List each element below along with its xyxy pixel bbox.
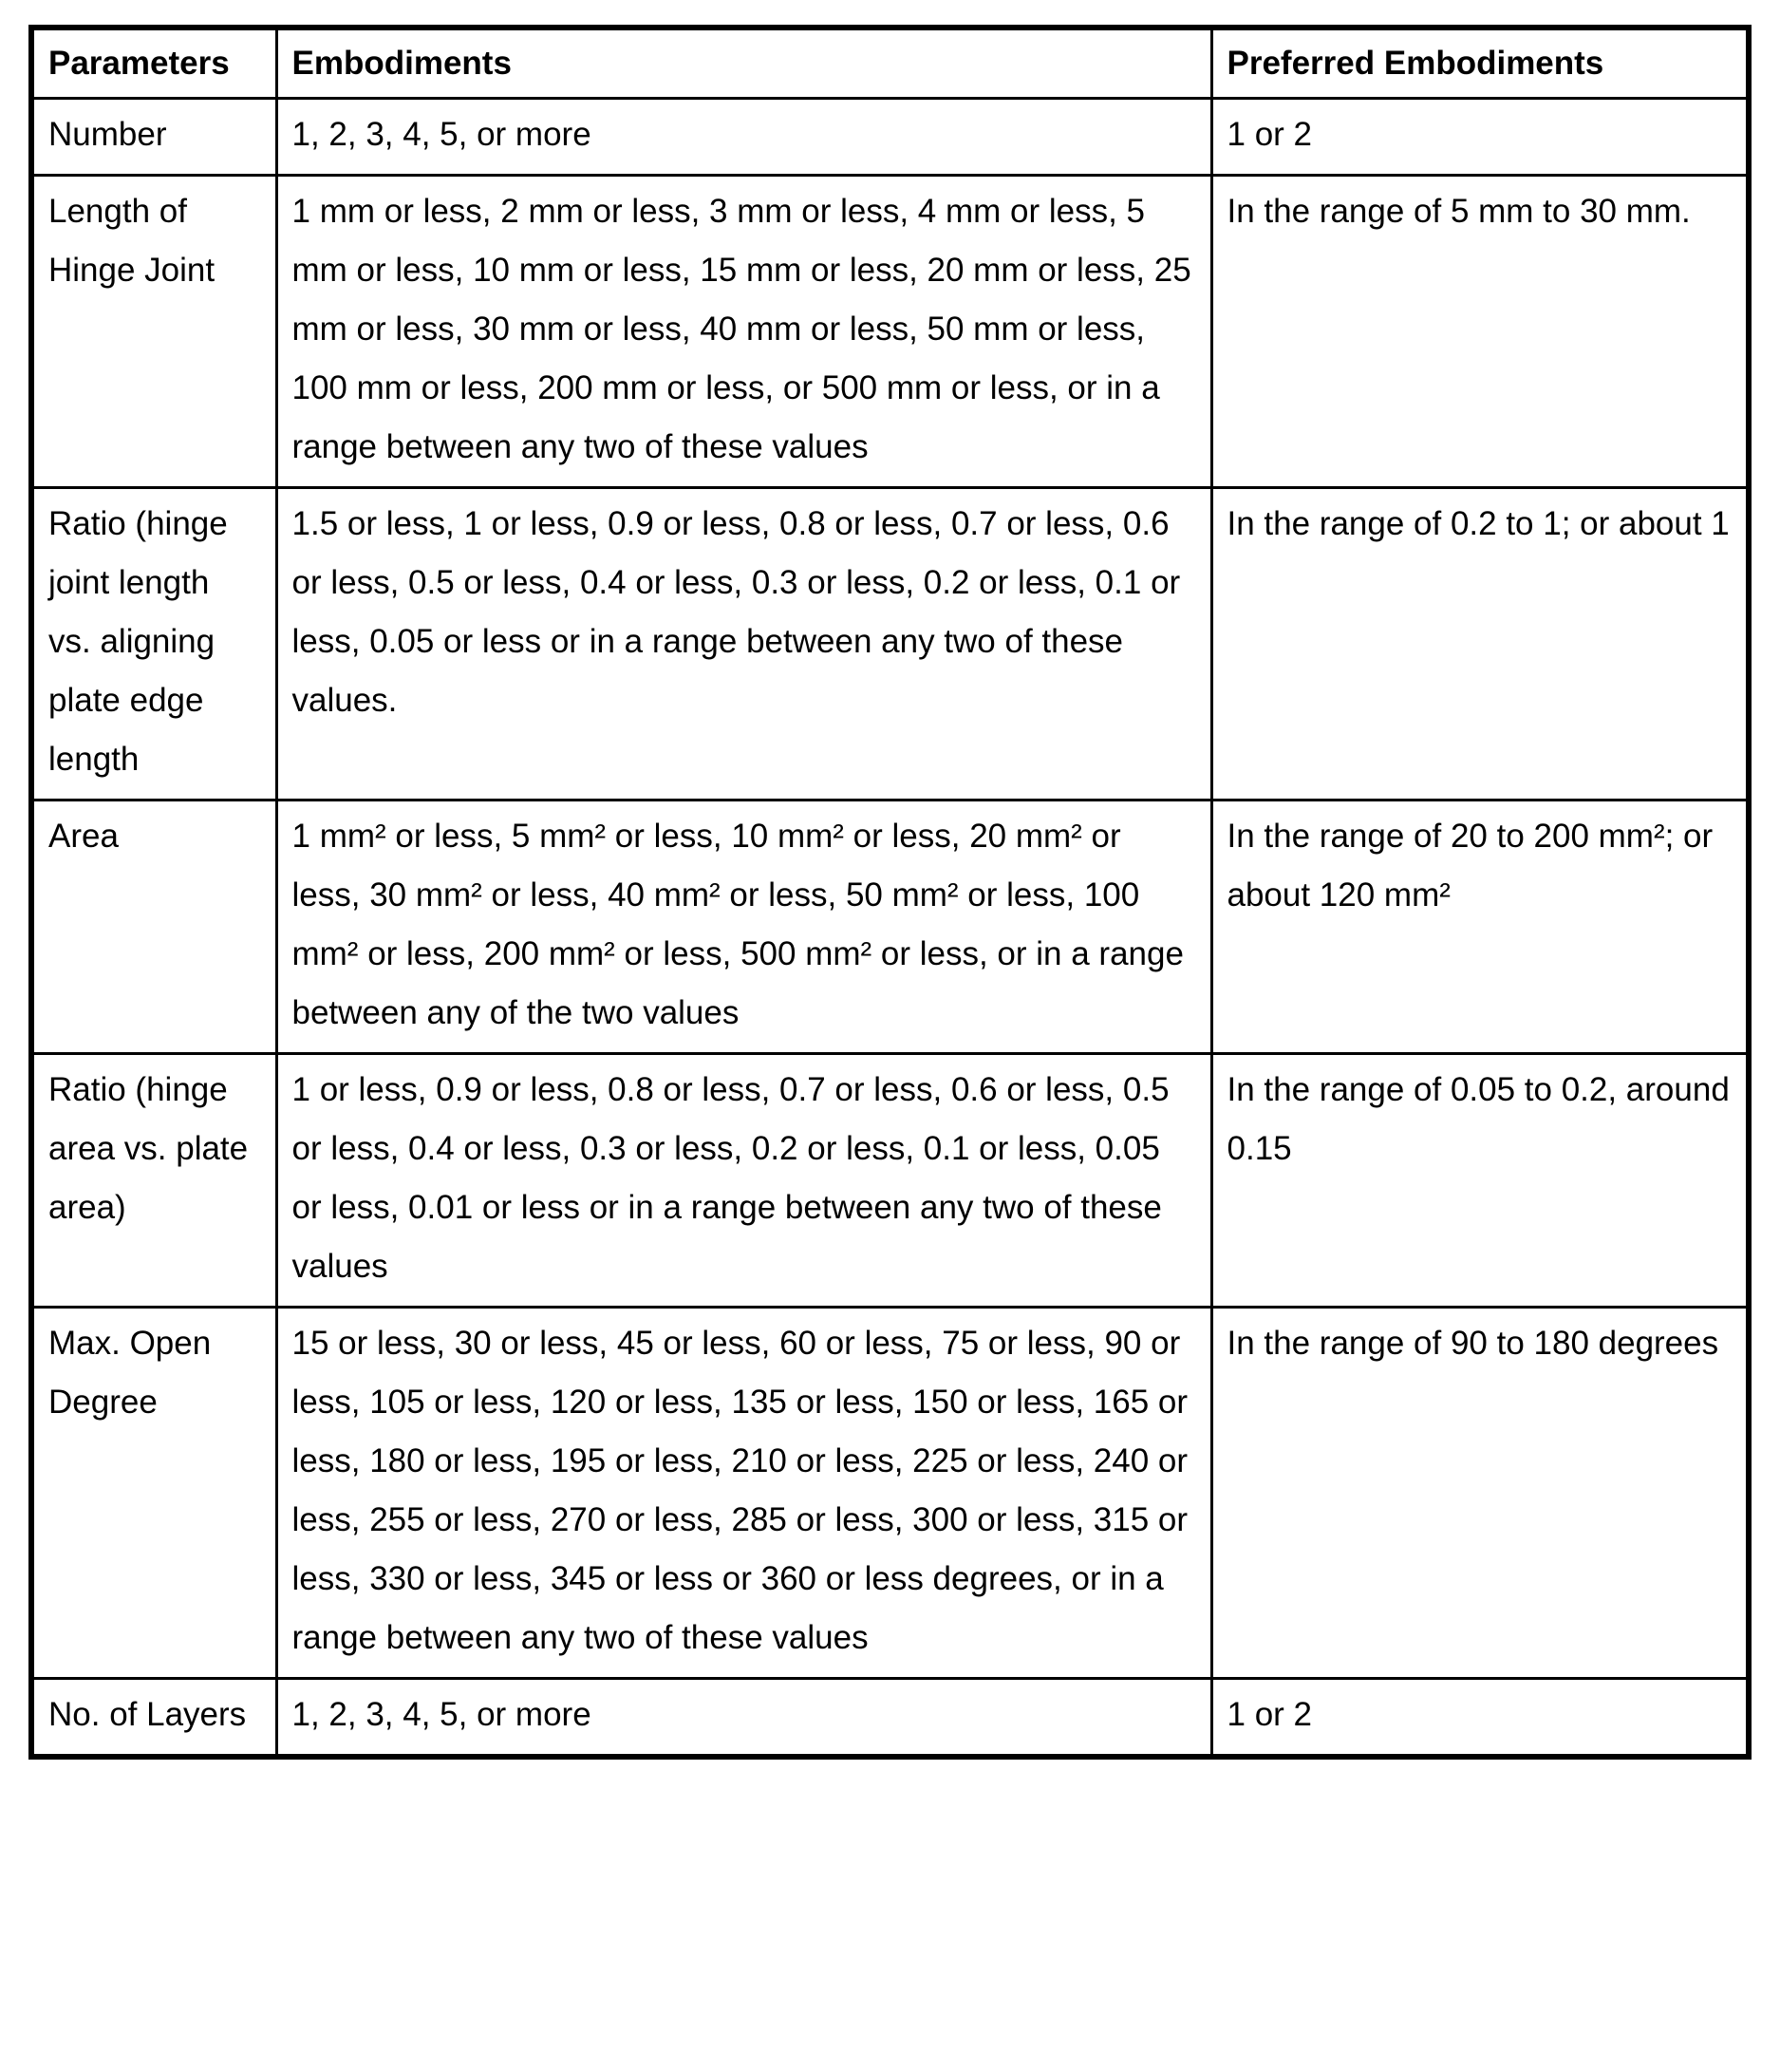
embodiments-cell: 1, 2, 3, 4, 5, or more: [276, 99, 1211, 176]
parameters-table: [28, 25, 1752, 1760]
table-row: [31, 1308, 1749, 1679]
table-row: [31, 1054, 1749, 1308]
header-preferred-embodiments: Preferred Embodiments: [1211, 28, 1749, 99]
embodiments-cell: 1 mm² or less, 5 mm² or less, 10 mm² or less, 20 mm² or less, 30 mm² or less, 40 mm² or less, 50 mm² or less, 100 mm² or less, 200 mm² or less, 500 mm² or less, or in a range between any of the two values: [276, 801, 1211, 1054]
preferred-cell: In the range of 20 to 200 mm²; or about 120 mm²: [1211, 801, 1749, 1054]
embodiments-cell: 1 mm or less, 2 mm or less, 3 mm or less, 4 mm or less, 5 mm or less, 10 mm or less, 15 mm or less, 20 mm or less, 25 mm or less, 30 mm or less, 40 mm or less, 50 mm or less, 100 mm or less, 200 mm or less, or 500 mm or less, or in a range between any two of these values: [276, 176, 1211, 488]
parameter-cell: Ratio (hinge area vs. plate area): [31, 1054, 276, 1308]
table-row: [31, 99, 1749, 176]
table-row: [31, 1679, 1749, 1758]
parameter-cell: No. of Layers: [31, 1679, 276, 1758]
preferred-cell: In the range of 90 to 180 degrees: [1211, 1308, 1749, 1679]
preferred-cell: 1 or 2: [1211, 99, 1749, 176]
embodiments-cell: 15 or less, 30 or less, 45 or less, 60 or less, 75 or less, 90 or less, 105 or less, 120 or less, 135 or less, 150 or less, 165 or less, 180 or less, 195 or less, 210 or less, 225 or less, 240 or less, 255 or less, 270 or less, 285 or less, 300 or less, 315 or less, 330 or less, 345 or less or 360 or less degrees, or in a range between any two of these values: [276, 1308, 1211, 1679]
preferred-cell: 1 or 2: [1211, 1679, 1749, 1758]
table-row: [31, 176, 1749, 488]
header-row: [31, 28, 1749, 99]
parameter-cell: Number: [31, 99, 276, 176]
table-row: [31, 488, 1749, 801]
table-row: [31, 801, 1749, 1054]
parameter-cell: Max. Open Degree: [31, 1308, 276, 1679]
parameter-cell: Length of Hinge Joint: [31, 176, 276, 488]
embodiments-cell: 1 or less, 0.9 or less, 0.8 or less, 0.7 or less, 0.6 or less, 0.5 or less, 0.4 or less, 0.3 or less, 0.2 or less, 0.1 or less, 0.05 or less, 0.01 or less or in a range between any two of these values: [276, 1054, 1211, 1308]
embodiments-cell: 1.5 or less, 1 or less, 0.9 or less, 0.8 or less, 0.7 or less, 0.6 or less, 0.5 or less, 0.4 or less, 0.3 or less, 0.2 or less, 0.1 or less, 0.05 or less or in a range between any two of these values.: [276, 488, 1211, 801]
header-parameters: Parameters: [31, 28, 276, 99]
embodiments-cell: 1, 2, 3, 4, 5, or more: [276, 1679, 1211, 1758]
preferred-cell: In the range of 0.2 to 1; or about 1: [1211, 488, 1749, 801]
parameter-cell: Ratio (hinge joint length vs. aligning plate edge length: [31, 488, 276, 801]
parameter-cell: Area: [31, 801, 276, 1054]
preferred-cell: In the range of 0.05 to 0.2, around 0.15: [1211, 1054, 1749, 1308]
preferred-cell: In the range of 5 mm to 30 mm.: [1211, 176, 1749, 488]
header-embodiments: Embodiments: [276, 28, 1211, 99]
